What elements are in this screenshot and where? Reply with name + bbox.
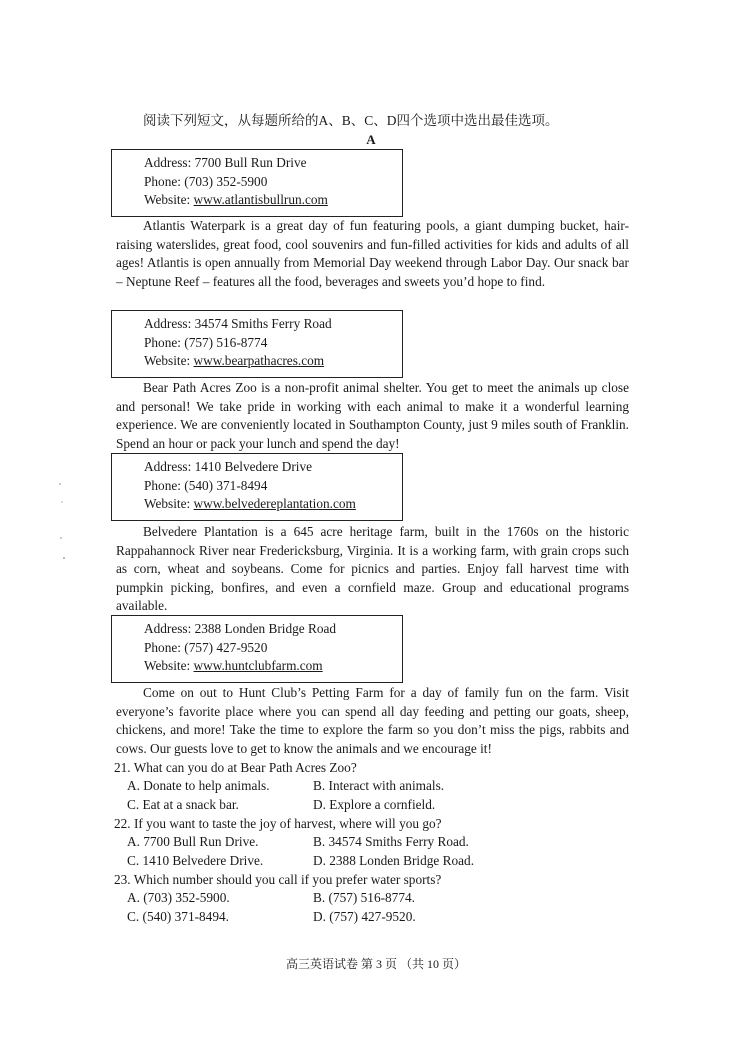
scan-specks bbox=[56, 480, 70, 570]
website-label: Website: bbox=[144, 658, 194, 674]
page-footer: 高三英语试卷 第 3 页 （共 10 页） bbox=[285, 957, 466, 971]
info-box-bear-path bbox=[111, 310, 403, 378]
info-box-belvedere bbox=[111, 453, 403, 521]
option-21-b[interactable]: B. Interact with animals. bbox=[313, 778, 445, 793]
phone: Phone: (703) 352-5900 bbox=[144, 173, 268, 189]
address: Address: 7700 Bull Run Drive bbox=[144, 155, 307, 170]
phone: Phone: (757) 516-8774 bbox=[144, 334, 268, 350]
question-23: 23. Which number should you call if you prefer water sports? bbox=[114, 872, 442, 887]
website-label: Website: bbox=[144, 192, 194, 208]
website-label: Website: bbox=[144, 496, 194, 512]
question-22: 22. If you want to taste the joy of harvest, where will you go? bbox=[114, 816, 442, 831]
website-line bbox=[144, 657, 402, 676]
option-21-c[interactable]: C. Eat at a snack bar. bbox=[127, 797, 239, 812]
option-22-c[interactable]: C. 1410 Belvedere Drive. bbox=[127, 853, 264, 868]
website-link[interactable]: www.huntclubfarm.com bbox=[193, 658, 323, 674]
question-21: 21. What can you do at Bear Path Acres Zoo? bbox=[114, 760, 357, 775]
section-label: A bbox=[366, 132, 376, 147]
option-23-a[interactable]: A. (703) 352-5900. bbox=[127, 890, 230, 905]
option-23-c[interactable]: C. (540) 371-8494. bbox=[127, 909, 229, 924]
description-atlantis: Atlantis Waterpark is a great day of fun featuring pools, a giant dumping bucket, hair-raising waterslides, great food, cool souvenirs and fun-filled activities for kids and adults of all ages! Atlantis is open annually from Memorial Day weekend through Labor Day. Our snack bar – Neptune Reef – features all the food, beverages and sweets you’d hope to find. bbox=[116, 218, 629, 289]
description-belvedere: Belvedere Plantation is a 645 acre heritage farm, built in the 1760s on the historic Rappahannock River near Fredericksburg, Virginia. It is a working farm, with grain crops such as corn, wheat and soybeans. Come for picnics and parties. Enjoy fall harvest time with pumpkin picking, bonfires, and even a cornfield maze. Group and educational programs available. bbox=[116, 524, 629, 614]
website-link[interactable]: www.atlantisbullrun.com bbox=[193, 192, 328, 208]
option-23-b[interactable]: B. (757) 516-8774. bbox=[313, 890, 415, 905]
option-21-d[interactable]: D. Explore a cornfield. bbox=[313, 797, 436, 812]
option-22-a[interactable]: A. 7700 Bull Run Drive. bbox=[127, 834, 259, 849]
address: Address: 1410 Belvedere Drive bbox=[144, 459, 313, 474]
description-bear-path: Bear Path Acres Zoo is a non-profit animal shelter. You get to meet the animals up close and personal! We take pride in working with each animal to make it a wonderful learning experience. We are conveniently located in Southampton County, just 9 miles south of Franklin. Spend an hour or pack your lunch and spend the day! bbox=[116, 380, 629, 451]
option-22-d[interactable]: D. 2388 Londen Bridge Road. bbox=[313, 853, 475, 868]
website-line bbox=[144, 191, 402, 210]
info-box-atlantis bbox=[111, 149, 403, 217]
description-hunt-club: Come on out to Hunt Club’s Petting Farm for a day of family fun on the farm. Visit everyone’s favorite place where you can spend all day feeding and petting our goats, sheep, chickens, and more! Take the time to explore the farm so you don’t miss the pigs, rabbits and cows. Our guests love to get to know the animals and we encourage it! bbox=[116, 685, 629, 756]
option-21-a[interactable]: A. Donate to help animals. bbox=[127, 778, 270, 793]
website-line bbox=[144, 495, 402, 514]
address: Address: 2388 Londen Bridge Road bbox=[144, 621, 337, 636]
phone: Phone: (757) 427-9520 bbox=[144, 639, 268, 655]
website-line bbox=[144, 352, 402, 371]
website-link[interactable]: www.belvedereplantation.com bbox=[193, 496, 356, 512]
address: Address: 34574 Smiths Ferry Road bbox=[144, 316, 332, 331]
website-label: Website: bbox=[144, 353, 194, 369]
info-box-hunt-club bbox=[111, 615, 403, 683]
phone: Phone: (540) 371-8494 bbox=[144, 477, 268, 493]
website-link[interactable]: www.bearpathacres.com bbox=[193, 353, 325, 369]
option-23-d[interactable]: D. (757) 427-9520. bbox=[313, 909, 416, 924]
option-22-b[interactable]: B. 34574 Smiths Ferry Road. bbox=[313, 834, 469, 849]
instruction: 阅读下列短文，从每题所给的A、B、C、D四个选项中选出最佳选项。 bbox=[143, 113, 559, 128]
